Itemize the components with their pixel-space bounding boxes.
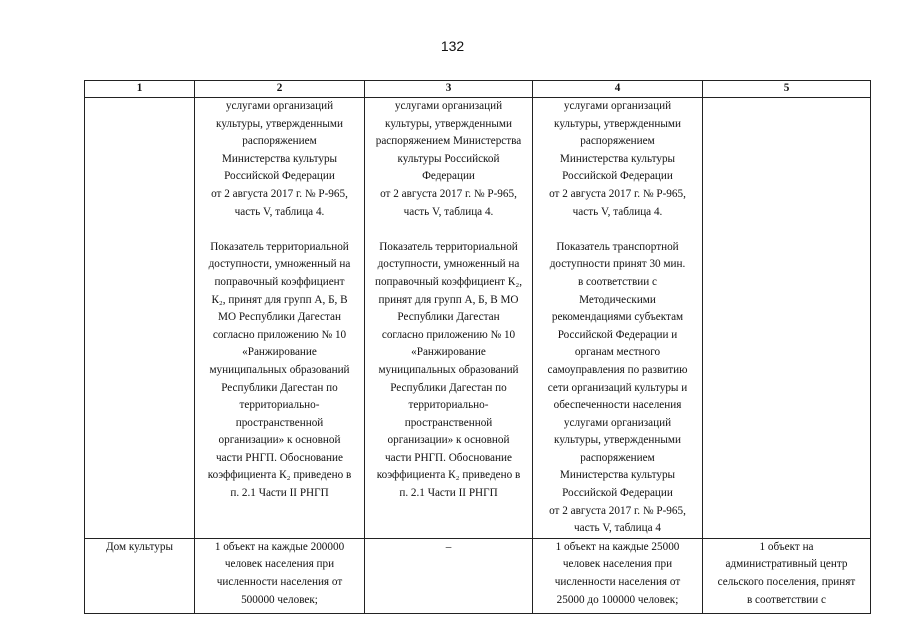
cell-text-line: от 2 августа 2017 г. № Р-965, [549, 187, 686, 200]
cell-text-line: часть V, таблица 4 [574, 522, 661, 535]
cell-text-line: 25000 до 100000 человек; [556, 593, 679, 606]
cell [85, 98, 195, 539]
cell-text-line: пространственной [235, 416, 324, 429]
norms-table [84, 80, 871, 614]
cell-text-line: культуры Российской [397, 152, 500, 165]
cell [85, 538, 195, 613]
cell-text-line: распоряжением [580, 451, 655, 464]
cell-text-line: К₂, принят для групп А, Б, В [211, 293, 348, 306]
cell-text-line: Российской Федерации [562, 170, 673, 183]
cell-text-line: коэффициента К₂ приведено в [376, 469, 521, 482]
cell-text-line: 1 объект на каждые 200000 [214, 540, 345, 553]
cell-text-line: культуры, утвержденными [216, 117, 343, 130]
cell-text-line: муниципальных образований [378, 363, 519, 376]
cell-text-line: 1 объект на [759, 540, 814, 553]
cell-text-line: обеспеченности населения [553, 399, 682, 412]
cell-text-line: коэффициента К₂ приведено в [207, 469, 352, 482]
cell-text-line: часть V, таблица 4. [234, 205, 325, 218]
cell-text-line: принят для групп А, Б, В МО [378, 293, 519, 306]
cell-text-line: в соответствии с [746, 593, 827, 606]
cell-text-line: сельского поселения, принят [717, 576, 856, 589]
cell-text-line: организации» к основной [387, 434, 510, 447]
cell-text-line: Показатель территориальной [379, 240, 518, 253]
cell-text-line: организации» к основной [218, 434, 341, 447]
cell-text-line: Республики Дагестан по [390, 381, 507, 394]
cell-text-line: человек населения при [224, 558, 335, 571]
cell-text-line: согласно приложению № 10 [381, 328, 516, 341]
header-col-1: 1 [85, 81, 195, 98]
cell-text-line: муниципальных образований [209, 363, 350, 376]
cell-text-line: услугами организаций [394, 100, 503, 112]
cell-text-line: 1 объект на каждые 25000 [555, 540, 680, 553]
cell [195, 538, 365, 613]
header-col-5: 5 [703, 81, 871, 98]
cell-text-line: Показатель территориальной [210, 240, 349, 253]
cell-text-line: «Ранжирование [411, 346, 486, 359]
cell-text-line: Министерства культуры [221, 152, 338, 165]
cell [703, 538, 871, 613]
cell-text-line: численности населения от [216, 576, 343, 589]
cell-text-line: Российской Федерации и [557, 328, 678, 341]
cell-text-line: Российской Федерации [224, 170, 335, 183]
cell-text-line: МО Республики Дагестан [218, 311, 341, 324]
cell-text-line: согласно приложению № 10 [212, 328, 347, 341]
cell-text-line: услугами организаций [563, 416, 672, 429]
cell-text-line: поправочный коэффициент [214, 275, 345, 288]
cell-text-line: самоуправления по развитию [547, 363, 688, 376]
cell-text-line: часть V, таблица 4. [572, 205, 663, 218]
cell-text-line: от 2 августа 2017 г. № Р-965, [211, 187, 348, 200]
cell [533, 538, 703, 613]
header-row [85, 81, 871, 98]
cell-text-line: Министерства культуры [559, 152, 676, 165]
cell-text-line: в соответствии с [577, 275, 658, 288]
cell-text-line: человек населения при [562, 558, 673, 571]
cell-text-line: распоряжением [242, 135, 317, 148]
cell-text-line: часть V, таблица 4. [403, 205, 494, 218]
cell-text-line: органам местного [574, 346, 661, 359]
cell [195, 98, 365, 539]
cell-text-line: культуры, утвержденными [385, 117, 512, 130]
header-col-2: 2 [195, 81, 365, 98]
cell-text-line: сети организаций культуры и [547, 381, 688, 394]
cell-text-line: Методическими [579, 293, 656, 306]
cell-text-line: распоряжением Министерства [375, 135, 522, 148]
cell-text-line: части РНГП. Обоснование [216, 451, 343, 464]
paragraph-gap [368, 221, 529, 239]
cell-text-line: Республики Дагестан по [221, 381, 338, 394]
cell-text-line: Показатель транспортной [556, 240, 679, 253]
cell-text-line: территориально- [408, 399, 489, 412]
cell-text-line: – [445, 540, 452, 553]
cell-text-line: услугами организаций [225, 100, 334, 112]
cell-text-line: Дом культуры [106, 540, 173, 553]
cell-text-line: административный центр [725, 558, 848, 571]
paragraph-gap [536, 221, 699, 239]
paragraph-gap [198, 221, 361, 239]
cell-text-line: доступности, умноженный на [377, 258, 520, 271]
cell-text-line: п. 2.1 Части II РНГП [230, 487, 329, 500]
table-row-dom-kultury [85, 538, 871, 613]
cell [703, 98, 871, 539]
cell-text-line: Российской Федерации [562, 487, 673, 500]
cell-text-line: культуры, утвержденными [554, 117, 681, 130]
cell-text-line: поправочный коэффициент К₂, [374, 275, 523, 288]
header-col-4: 4 [533, 81, 703, 98]
cell-text-line: распоряжением [580, 135, 655, 148]
cell [533, 98, 703, 539]
cell-text-line: 500000 человек; [241, 593, 318, 606]
header-col-3: 3 [365, 81, 533, 98]
cell-text-line: части РНГП. Обоснование [385, 451, 512, 464]
cell [365, 538, 533, 613]
cell-text-line: культуры, утвержденными [554, 434, 681, 447]
cell [365, 98, 533, 539]
cell-text-line: от 2 августа 2017 г. № Р-965, [549, 504, 686, 517]
table-row-continued [85, 98, 871, 539]
cell-text-line: пространственной [404, 416, 493, 429]
cell-text-line: территориально- [239, 399, 320, 412]
cell-text-line: Федерации [422, 170, 475, 183]
cell-text-line: п. 2.1 Части II РНГП [399, 487, 498, 500]
cell-text-line: Республики Дагестан [397, 311, 500, 324]
cell-text-line: от 2 августа 2017 г. № Р-965, [380, 187, 517, 200]
cell-text-line: рекомендациями субъектам [551, 311, 684, 324]
cell-text-line: «Ранжирование [242, 346, 317, 359]
cell-text-line: численности населения от [554, 576, 681, 589]
cell-text-line: Министерства культуры [559, 469, 676, 482]
cell-text-line: доступности принят 30 мин. [549, 258, 686, 271]
cell-text-line: доступности, умноженный на [208, 258, 351, 271]
page-number: 132 [440, 38, 465, 54]
cell-text-line: услугами организаций [563, 100, 672, 112]
